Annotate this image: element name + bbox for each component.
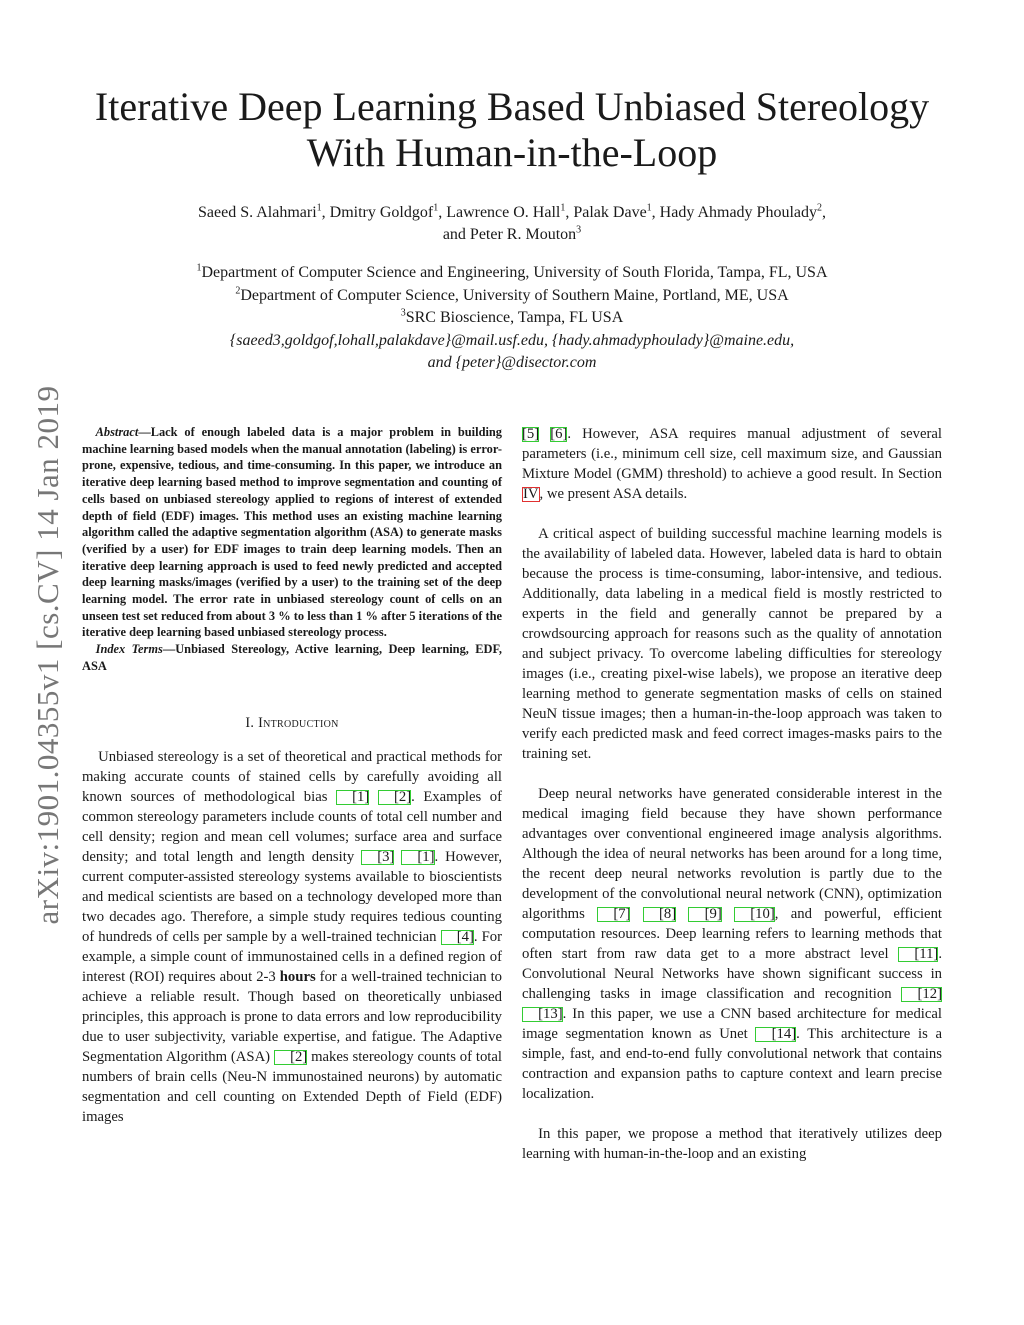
text-run xyxy=(630,906,642,922)
abstract-text: —Lack of enough labeled data is a major problem in building machine learning based models when the manual annotation (labeling) is error-prone, expensive, tedious, and time-consuming. In this paper, we introduce an iterative deep learning based method to improve segmentation and counting of cells based on unbiased stereology applied to regions of interest of extended depth of field (EDF) images. This method uses an existing machine learning algorithm called the adaptive segmentation algorithm (ASA) to generate masks (verified by a user) for EDF images to train deep learning models. Then an iterative deep learning approach is used to feed newly predicted and accepted deep learning masks/images (verified by a user) to the training set of the deep learning model. The error rate in unbiased stereology count of cells on an unseen test set reduced from about 3 % to less than 1 % after 5 iterations of the iterative deep learning based unbiased stereology process. xyxy=(82,425,502,640)
right-paragraph-3 xyxy=(522,784,942,1104)
author-name: , Dmitry Goldgof xyxy=(321,204,434,221)
author-affil-mark: 1 xyxy=(646,202,652,214)
author-name: Saeed S. Alahmari xyxy=(198,204,317,221)
right-paragraph-4: In this paper, we propose a method that iteratively utilizes deep learning with human-in-the-loop and an existing xyxy=(522,1126,942,1162)
text-run: Deep neural networks have generated considerable interest in the medical imaging field because they have shown performance advantages over conventional engineered image analysis algorithms. Although the idea of neural networks has been around for a long time, the recent deep neural networks revolution is partly due to the development of the convolutional neural network (CNN), optimization algorithms xyxy=(522,786,942,922)
citation-link[interactable]: [3] xyxy=(361,850,394,865)
citation-link[interactable]: [8] xyxy=(643,907,676,922)
citation-link[interactable]: [9] xyxy=(688,907,721,922)
abstract xyxy=(82,424,502,641)
citation-link[interactable]: [1] xyxy=(336,790,369,805)
text-run xyxy=(722,906,734,922)
text-run: . This architecture is a simple, fast, and end-to-end fully convolutional network that contains contraction and expansion paths to capture context and learn precise localization. xyxy=(522,1026,943,1102)
citation-link[interactable]: [2] xyxy=(274,1050,307,1065)
affil-mark: 3 xyxy=(400,307,406,319)
author-name: , Hady Ahmady Phoulady xyxy=(651,204,817,221)
arxiv-stamp xyxy=(26,360,70,950)
affiliations xyxy=(60,262,964,375)
citation-link[interactable]: [12] xyxy=(901,987,942,1002)
arxiv-stamp-text: arXiv:1901.04355v1 [cs.CV] 14 Jan 2019 xyxy=(30,385,65,925)
affiliation-text: SRC Bioscience, Tampa, FL USA xyxy=(405,309,624,326)
affiliation-1 xyxy=(60,262,964,285)
text-run: , we present ASA details. xyxy=(539,486,688,502)
section-number: I. xyxy=(245,714,255,731)
text-run: for a well-trained technician to achieve a reliable result. Though based on theoretically unbiased principles, this approach is prone to data errors and low reproducibility due to user subjectivity, variable expertise, and fatigue. The Adaptive Segmentation Algorithm (ASA) xyxy=(82,968,502,1065)
text-run xyxy=(394,849,401,865)
intro-paragraph-1 xyxy=(82,747,502,1127)
text-run: . However, ASA requires manual adjustment of several parameters (i.e., minimum cell size, cell maximum size, and Gaussian Mixture Model (GMM) threshold) to achieve a good result. In Section xyxy=(522,426,943,482)
text-run: . However, current computer-assisted stereology systems available to bioscientists and medical scientists are based on a technology developed more than two decades ago. Therefore, a simple study requires tedious counting of hundreds of cells per sample by a well-trained technician xyxy=(82,848,502,945)
citation-link[interactable]: [13] xyxy=(522,1007,563,1022)
author-line-2 xyxy=(60,224,964,246)
author-line-1 xyxy=(60,202,964,224)
email-line-1: {saeed3,goldgof,lohall,palakdave}@mail.usf.edu, {hady.ahmadyphoulady}@maine.edu, xyxy=(229,331,795,349)
affiliation-3 xyxy=(60,307,964,330)
right-column xyxy=(522,424,942,1164)
text-run: . In this paper, we use a CNN based architecture for medical image segmentation known as Unet xyxy=(522,1006,942,1042)
right-paragraph-1 xyxy=(522,424,942,504)
author-affil-mark: 3 xyxy=(576,224,582,236)
author-list xyxy=(60,202,964,246)
citation-link[interactable]: [4] xyxy=(441,930,474,945)
author-affil-mark: 1 xyxy=(316,202,322,214)
author-affil-mark: 2 xyxy=(817,202,822,214)
author-name: , Palak Dave xyxy=(565,204,647,221)
citation-link[interactable]: [1] xyxy=(401,850,434,865)
affiliation-text: Department of Computer Science, University of Southern Maine, Portland, ME, USA xyxy=(240,286,789,304)
author-name: , Lawrence O. Hall xyxy=(438,204,561,221)
abstract-label: Abstract xyxy=(95,425,139,439)
text-run: Unbiased stereology is a set of theoretical and practical methods for making accurate counts of stained cells by carefully avoiding all known sources of methodological bias xyxy=(82,748,502,805)
citation-link[interactable]: [10] xyxy=(734,907,775,922)
affiliation-2 xyxy=(60,285,964,308)
index-terms xyxy=(82,641,502,674)
text-run xyxy=(369,789,378,805)
author-affil-mark: 1 xyxy=(433,202,439,214)
paper-title xyxy=(60,84,964,176)
affil-mark: 1 xyxy=(196,262,202,274)
citation-link[interactable]: [6] xyxy=(550,426,568,442)
citation-link[interactable]: [14] xyxy=(755,1027,796,1042)
title-line-2: With Human-in-the-Loop xyxy=(306,130,718,175)
index-terms-text: —Unbiased Stereology, Active learning, Deep learning, EDF, ASA xyxy=(82,642,502,673)
citation-link[interactable]: [7] xyxy=(597,907,630,922)
text-run: , and powerful, efficient computation resources. Deep learning refers to learning methods that often start from raw data get to a more abstract level xyxy=(522,906,942,962)
email-line-2: and {peter}@disector.com xyxy=(427,354,597,371)
text-run xyxy=(676,906,688,922)
affil-mark: 2 xyxy=(235,285,241,297)
section-heading-introduction xyxy=(82,713,502,733)
text-run: . Convolutional Neural Networks have shown significant success in challenging tasks in image classification and recognition xyxy=(522,946,942,1002)
author-name: and Peter R. Mouton xyxy=(442,226,577,243)
citation-link[interactable]: [11] xyxy=(898,947,938,962)
text-run: . Examples of common stereology parameters include counts of total cell number and cell density; region and mean cell volumes; surface area and surface density; and total length and length density xyxy=(82,788,503,865)
citation-link[interactable]: [2] xyxy=(378,790,411,805)
text-run: makes stereology counts of total numbers of brain cells (Neu-N immunostained neurons) by automatic segmentation and cell counting on Extended Depth of Field (EDF) images xyxy=(82,1048,502,1125)
author-separator: , xyxy=(822,204,826,221)
section-title: Introduction xyxy=(258,714,339,731)
right-paragraph-2: A critical aspect of building successful machine learning models is the availability of labeled data. However, labeled data is hard to obtain because the process is time-consuming, labor-intensive, and tedious. Additionally, data labeling in a medical field is mostly restricted to experts in the field and generally cannot be prepared by a crowdsourcing approach for reasons such as the quality of annotation and subject privacy. To overcome labeling difficulties for stereology images (i.e., creating pixel-wise labels), we propose an iterative deep learning method to generate segmentation masks of cells on stained NeuN tissue images; then a human-in-the-loop approach was taken to verify each predicted mask and feed correct images-masks pairs to the training set. xyxy=(522,526,942,762)
bold-text: hours xyxy=(279,968,316,985)
text-run: . For example, a simple count of immunostained cells in a defined region of interest (ROI) requires about 2-3 xyxy=(82,928,502,985)
author-affil-mark: 1 xyxy=(560,202,566,214)
text-run xyxy=(539,426,550,442)
index-terms-label: Index Terms xyxy=(95,642,163,657)
section-ref-link[interactable]: IV xyxy=(523,486,539,502)
affiliation-text: Department of Computer Science and Engineering, University of South Florida, Tampa, FL, USA xyxy=(201,264,828,281)
title-line-1: Iterative Deep Learning Based Unbiased Stereology xyxy=(94,84,930,129)
citation-link[interactable]: [5] xyxy=(522,426,540,442)
left-column xyxy=(82,424,502,1127)
